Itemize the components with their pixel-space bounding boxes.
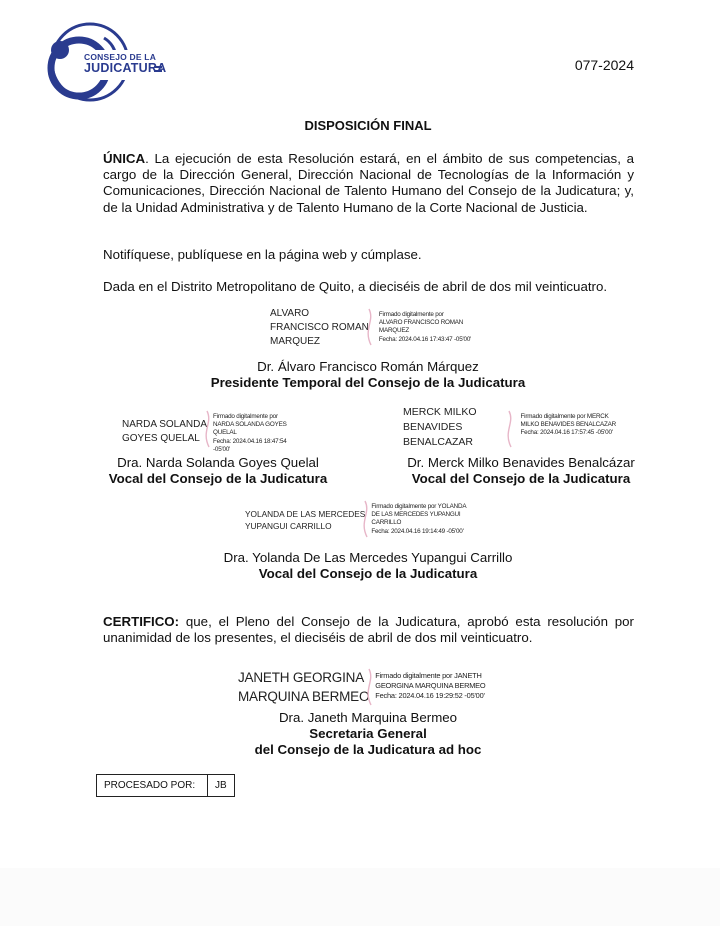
unica-label: ÚNICA [103, 151, 146, 166]
signer-name-benavides: Dr. Merck Milko Benavides Benalcázar [407, 455, 635, 470]
signer-name-goyes: Dra. Narda Solanda Goyes Quelal [117, 455, 319, 470]
unica-text: . La ejecución de esta Resolución estará, en el ámbito de sus competencias, a cargo de la Dirección General, Dirección Nacional de Tecnologías de la Información y Comunicaciones, Dirección Nacional de Talento Humano del Consejo de la Judicatura; y, de la Unidad Administrativa y de Talento Humano de la Corte Nacional de Justicia. [103, 151, 634, 215]
logo-wordmark [84, 53, 170, 74]
notify-paragraph: Notifíquese, publíquese en la página web y cúmplase. [103, 247, 422, 262]
given-paragraph: Dada en el Distrito Metropolitano de Quito, a dieciséis de abril de dos mil veinticuatro. [103, 279, 608, 294]
stamp-metadata: Firmado digitalmente por MERCK MILKO BENAVIDES BENALCAZAR Fecha: 2024.04.16 17:57:45 -05'00' [477, 413, 616, 438]
signer-name-roman: Dr. Álvaro Francisco Román Márquez [257, 359, 479, 374]
stamp-metadata: Firmado digitalmente por ALVARO FRANCISCO ROMAN MARQUEZ Fecha: 2024.04.16 17:43:47 -05'00' [369, 311, 471, 344]
signer-role-goyes: Vocal del Consejo de la Judicatura [108, 471, 328, 486]
signature-stamp-goyes [122, 413, 287, 454]
signer-role-marquina-1: Secretaria General [309, 726, 427, 741]
signature-squiggle-icon [359, 499, 373, 539]
processed-by-table [96, 774, 235, 797]
logo-line-2: JUDICATURA [84, 60, 167, 75]
stamp-signer-name: ALVARO FRANCISCO ROMAN MARQUEZ [270, 308, 369, 347]
signature-squiggle-icon [201, 409, 215, 449]
processed-by-value: JB [208, 775, 235, 797]
signer-name-marquina: Dra. Janeth Marquina Bermeo [278, 710, 458, 725]
signature-squiggle-icon [503, 409, 517, 449]
stamp-signer-name: MERCK MILKO BENAVIDES BENALCAZAR [403, 406, 477, 448]
certifico-label: CERTIFICO: [103, 614, 180, 629]
stamp-metadata: Firmado digitalmente por YOLANDA DE LAS MERCEDES YUPANGUI CARRILLO Fecha: 2024.04.16 19:14:49 -05'00' [365, 503, 466, 536]
unica-paragraph [103, 151, 634, 216]
document-number: 077-2024 [574, 57, 634, 73]
logo-line-1: CONSEJO DE LA [84, 52, 157, 62]
signature-stamp-benavides [403, 405, 616, 450]
processed-by-label: PROCESADO POR: [97, 775, 208, 797]
stamp-metadata: Firmado digitalmente por JANETH GEORGINA MARQUINA BERMEO Fecha: 2024.04.16 19:29:52 -05'00' [369, 671, 485, 701]
signature-stamp-marquina [238, 668, 485, 706]
signature-stamp-yupangui [245, 503, 466, 536]
signer-role-marquina-2: del Consejo de la Judicatura ad hoc [254, 742, 482, 757]
signer-name-yupangui: Dra. Yolanda De Las Mercedes Yupangui Carrillo [223, 550, 513, 565]
stamp-signer-name: YOLANDA DE LAS MERCEDES YUPANGUI CARRILLO [245, 509, 366, 531]
table-row [97, 775, 235, 797]
stamp-metadata: Firmado digitalmente por NARDA SOLANDA GOYES QUELAL Fecha: 2024.04.16 18:47:54 -05'00' [207, 413, 287, 454]
footer-band [0, 868, 720, 926]
signature-squiggle-icon [363, 307, 377, 347]
certifico-paragraph [103, 614, 634, 646]
signature-stamp-roman [270, 307, 471, 349]
certifico-text: que, el Pleno del Consejo de la Judicatura, aprobó esta resolución por unanimidad de los presentes, el dieciséis de abril de dos mil veinticuatro. [103, 614, 634, 646]
signer-role-benavides: Vocal del Consejo de la Judicatura [411, 471, 631, 486]
section-title: DISPOSICIÓN FINAL [304, 118, 432, 133]
signature-squiggle-icon [363, 667, 377, 707]
stamp-signer-name: JANETH GEORGINA MARQUINA BERMEO [238, 670, 370, 704]
signer-role-yupangui: Vocal del Consejo de la Judicatura [258, 566, 478, 581]
signer-role-roman: Presidente Temporal del Consejo de la Judicatura [210, 375, 526, 390]
stamp-signer-name: NARDA SOLANDA GOYES QUELAL [122, 419, 208, 444]
